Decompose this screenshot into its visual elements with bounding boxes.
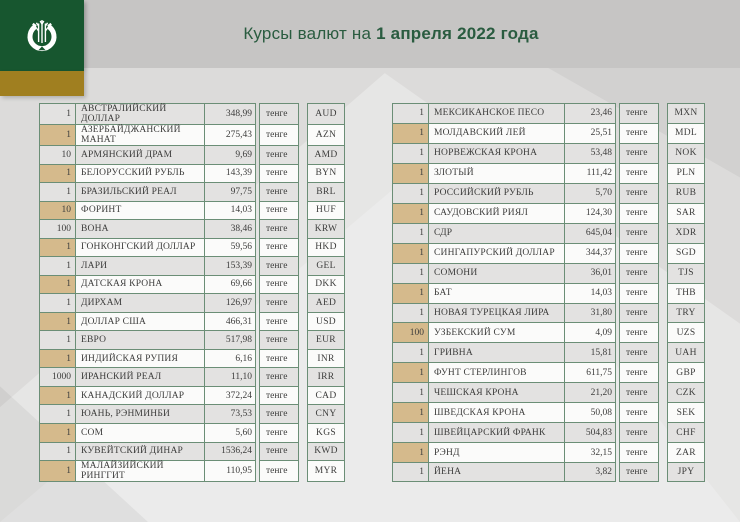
quantity-cell: 1 — [392, 203, 428, 223]
table-row — [392, 163, 705, 183]
column-gap — [299, 201, 307, 220]
rate-value-cell: 348,99 — [204, 103, 256, 124]
column-gap — [299, 145, 307, 164]
currency-name-cell: ГРИВНА — [428, 342, 564, 362]
quantity-cell: 1 — [39, 275, 75, 294]
currency-code-cell: EUR — [307, 330, 345, 349]
quantity-cell: 1 — [39, 404, 75, 423]
currency-code-cell: HUF — [307, 201, 345, 220]
quantity-cell: 1 — [39, 256, 75, 275]
currency-unit-cell: тенге — [619, 422, 659, 442]
currency-unit-cell: тенге — [259, 330, 299, 349]
quantity-cell: 1 — [39, 460, 75, 482]
currency-code-cell: TRY — [667, 303, 705, 323]
rate-value-cell: 36,01 — [564, 263, 616, 283]
column-gap — [299, 404, 307, 423]
currency-name-cell: ЕВРО — [75, 330, 204, 349]
rate-value-cell: 15,81 — [564, 342, 616, 362]
currency-code-cell: UAH — [667, 342, 705, 362]
currency-unit-cell: тенге — [619, 143, 659, 163]
rate-value-cell: 126,97 — [204, 293, 256, 312]
table-row — [39, 238, 345, 257]
quantity-cell: 1 — [392, 103, 428, 123]
quantity-cell: 100 — [392, 322, 428, 342]
table-row — [39, 442, 345, 461]
rate-value-cell: 3,82 — [564, 462, 616, 482]
quantity-cell: 1 — [392, 223, 428, 243]
currency-unit-cell: тенге — [619, 442, 659, 462]
rates-table-left — [39, 103, 345, 482]
currency-name-cell: МОЛДАВСКИЙ ЛЕЙ — [428, 123, 564, 143]
currency-code-cell: SGD — [667, 243, 705, 263]
table-row — [392, 422, 705, 442]
table-row — [39, 275, 345, 294]
bank-emblem-icon — [22, 15, 62, 57]
currency-code-cell: ZAR — [667, 442, 705, 462]
currency-name-cell: ФОРИНТ — [75, 201, 204, 220]
currency-code-cell: KRW — [307, 219, 345, 238]
currency-unit-cell: тенге — [619, 322, 659, 342]
currency-name-cell: ЛАРИ — [75, 256, 204, 275]
currency-name-cell: ДОЛЛАР США — [75, 312, 204, 331]
quantity-cell: 1 — [39, 164, 75, 183]
column-gap — [659, 123, 667, 143]
quantity-cell: 1 — [39, 442, 75, 461]
currency-code-cell: TJS — [667, 263, 705, 283]
rate-value-cell: 110,95 — [204, 460, 256, 482]
rate-value-cell: 466,31 — [204, 312, 256, 331]
table-row — [392, 183, 705, 203]
table-row — [392, 243, 705, 263]
rate-value-cell: 69,66 — [204, 275, 256, 294]
currency-unit-cell: тенге — [259, 275, 299, 294]
rate-value-cell: 59,56 — [204, 238, 256, 257]
quantity-cell: 1 — [39, 103, 75, 124]
currency-code-cell: IRR — [307, 367, 345, 386]
table-row — [39, 386, 345, 405]
column-gap — [299, 423, 307, 442]
quantity-cell: 1 — [392, 442, 428, 462]
currency-code-cell: AUD — [307, 103, 345, 124]
column-gap — [659, 322, 667, 342]
currency-unit-cell: тенге — [259, 386, 299, 405]
currency-unit-cell: тенге — [259, 442, 299, 461]
rate-value-cell: 11,10 — [204, 367, 256, 386]
currency-name-cell: ИРАНСКИЙ РЕАЛ — [75, 367, 204, 386]
currency-name-cell: ФУНТ СТЕРЛИНГОВ — [428, 362, 564, 382]
rate-value-cell: 143,39 — [204, 164, 256, 183]
table-row — [39, 256, 345, 275]
currency-unit-cell: тенге — [619, 123, 659, 143]
currency-code-cell: MDL — [667, 123, 705, 143]
currency-name-cell: АЗЕРБАЙДЖАНСКИЙ МАНАТ — [75, 124, 204, 145]
currency-code-cell: CNY — [307, 404, 345, 423]
table-row — [39, 219, 345, 238]
table-row — [39, 367, 345, 386]
currency-name-cell: СОМ — [75, 423, 204, 442]
column-gap — [299, 330, 307, 349]
currency-name-cell: БАТ — [428, 283, 564, 303]
currency-unit-cell: тенге — [619, 243, 659, 263]
currency-unit-cell: тенге — [619, 283, 659, 303]
currency-name-cell: ДАТСКАЯ КРОНА — [75, 275, 204, 294]
quantity-cell: 1 — [39, 238, 75, 257]
table-row — [39, 404, 345, 423]
currency-code-cell: JPY — [667, 462, 705, 482]
table-row — [39, 201, 345, 220]
table-row — [392, 203, 705, 223]
currency-code-cell: CZK — [667, 382, 705, 402]
column-gap — [299, 293, 307, 312]
rates-table-right — [392, 103, 705, 482]
quantity-cell: 1 — [39, 330, 75, 349]
currency-unit-cell: тенге — [619, 342, 659, 362]
currency-unit-cell: тенге — [619, 362, 659, 382]
currency-name-cell: РЭНД — [428, 442, 564, 462]
table-row — [39, 145, 345, 164]
column-gap — [299, 164, 307, 183]
currency-code-cell: PLN — [667, 163, 705, 183]
column-gap — [299, 238, 307, 257]
quantity-cell: 1 — [392, 362, 428, 382]
currency-name-cell: МАЛАЙЗИЙСКИЙ РИНГГИТ — [75, 460, 204, 482]
currency-unit-cell: тенге — [259, 182, 299, 201]
currency-name-cell: ЗЛОТЫЙ — [428, 163, 564, 183]
currency-unit-cell: тенге — [619, 163, 659, 183]
currency-code-cell: UZS — [667, 322, 705, 342]
column-gap — [659, 303, 667, 323]
currency-code-cell: MXN — [667, 103, 705, 123]
quantity-cell: 1 — [39, 423, 75, 442]
currency-code-cell: INR — [307, 349, 345, 368]
rate-value-cell: 1536,24 — [204, 442, 256, 461]
table-row — [39, 293, 345, 312]
currency-unit-cell: тенге — [619, 223, 659, 243]
quantity-cell: 1 — [39, 349, 75, 368]
currency-code-cell: CAD — [307, 386, 345, 405]
currency-code-cell: AED — [307, 293, 345, 312]
currency-name-cell: ГОНКОНГСКИЙ ДОЛЛАР — [75, 238, 204, 257]
bank-logo — [0, 0, 84, 71]
title-date: 1 апреля 2022 года — [376, 24, 539, 43]
rate-value-cell: 73,53 — [204, 404, 256, 423]
currency-unit-cell: тенге — [619, 203, 659, 223]
currency-code-cell: RUB — [667, 183, 705, 203]
quantity-cell: 1 — [39, 293, 75, 312]
quantity-cell: 1 — [39, 124, 75, 145]
column-gap — [299, 219, 307, 238]
table-row — [39, 124, 345, 145]
rate-value-cell: 6,16 — [204, 349, 256, 368]
column-gap — [299, 103, 307, 124]
table-row — [392, 143, 705, 163]
quantity-cell: 1000 — [39, 367, 75, 386]
column-gap — [659, 442, 667, 462]
rate-value-cell: 38,46 — [204, 219, 256, 238]
currency-name-cell: БЕЛОРУССКИЙ РУБЛЬ — [75, 164, 204, 183]
quantity-cell: 1 — [39, 312, 75, 331]
page-title — [0, 0, 740, 68]
currency-unit-cell: тенге — [619, 402, 659, 422]
currency-name-cell: ШВЕДСКАЯ КРОНА — [428, 402, 564, 422]
gold-accent-bar — [0, 71, 84, 96]
currency-unit-cell: тенге — [259, 164, 299, 183]
currency-unit-cell: тенге — [259, 404, 299, 423]
table-row — [39, 423, 345, 442]
table-row — [39, 349, 345, 368]
column-gap — [299, 124, 307, 145]
currency-unit-cell: тенге — [619, 103, 659, 123]
rate-value-cell: 4,09 — [564, 322, 616, 342]
currency-name-cell: КАНАДСКИЙ ДОЛЛАР — [75, 386, 204, 405]
currency-code-cell: XDR — [667, 223, 705, 243]
rate-value-cell: 111,42 — [564, 163, 616, 183]
quantity-cell: 1 — [392, 183, 428, 203]
currency-name-cell: НОВАЯ ТУРЕЦКАЯ ЛИРА — [428, 303, 564, 323]
column-gap — [299, 349, 307, 368]
currency-name-cell: АРМЯНСКИЙ ДРАМ — [75, 145, 204, 164]
rate-value-cell: 14,03 — [564, 283, 616, 303]
table-row — [392, 462, 705, 482]
currency-name-cell: МЕКСИКАНСКОЕ ПЕСО — [428, 103, 564, 123]
rate-value-cell: 504,83 — [564, 422, 616, 442]
table-row — [392, 223, 705, 243]
rate-value-cell: 611,75 — [564, 362, 616, 382]
quantity-cell: 1 — [392, 342, 428, 362]
currency-code-cell: DKK — [307, 275, 345, 294]
quantity-cell: 1 — [392, 123, 428, 143]
rate-value-cell: 372,24 — [204, 386, 256, 405]
currency-unit-cell: тенге — [619, 263, 659, 283]
column-gap — [299, 442, 307, 461]
currency-code-cell: THB — [667, 283, 705, 303]
currency-unit-cell: тенге — [259, 103, 299, 124]
rate-value-cell: 153,39 — [204, 256, 256, 275]
currency-name-cell: СДР — [428, 223, 564, 243]
quantity-cell: 1 — [392, 462, 428, 482]
column-gap — [659, 163, 667, 183]
currency-code-cell: GBP — [667, 362, 705, 382]
column-gap — [659, 223, 667, 243]
currency-code-cell: SAR — [667, 203, 705, 223]
currency-name-cell: ИНДИЙСКАЯ РУПИЯ — [75, 349, 204, 368]
currency-code-cell: AZN — [307, 124, 345, 145]
column-gap — [659, 183, 667, 203]
rate-value-cell: 21,20 — [564, 382, 616, 402]
table-row — [39, 103, 345, 124]
currency-name-cell: ЙЕНА — [428, 462, 564, 482]
currency-unit-cell: тенге — [259, 460, 299, 482]
title-text: Курсы валют на — [243, 24, 377, 43]
currency-name-cell: ШВЕЙЦАРСКИЙ ФРАНК — [428, 422, 564, 442]
currency-unit-cell: тенге — [259, 238, 299, 257]
quantity-cell: 10 — [39, 145, 75, 164]
column-gap — [659, 402, 667, 422]
column-gap — [659, 263, 667, 283]
currency-name-cell: НОРВЕЖСКАЯ КРОНА — [428, 143, 564, 163]
currency-code-cell: BYN — [307, 164, 345, 183]
table-row — [39, 312, 345, 331]
currency-unit-cell: тенге — [619, 382, 659, 402]
column-gap — [659, 342, 667, 362]
currency-unit-cell: тенге — [619, 462, 659, 482]
table-row — [39, 164, 345, 183]
rate-value-cell: 275,43 — [204, 124, 256, 145]
quantity-cell: 1 — [392, 143, 428, 163]
currency-name-cell: ДИРХАМ — [75, 293, 204, 312]
column-gap — [659, 143, 667, 163]
quantity-cell: 1 — [392, 382, 428, 402]
table-row — [392, 322, 705, 342]
quantity-cell: 10 — [39, 201, 75, 220]
currency-code-cell: HKD — [307, 238, 345, 257]
table-row — [39, 182, 345, 201]
table-row — [392, 342, 705, 362]
quantity-cell: 1 — [392, 283, 428, 303]
column-gap — [299, 312, 307, 331]
quantity-cell: 1 — [392, 163, 428, 183]
quantity-cell: 1 — [392, 243, 428, 263]
column-gap — [659, 422, 667, 442]
quantity-cell: 1 — [392, 263, 428, 283]
currency-code-cell: USD — [307, 312, 345, 331]
currency-code-cell: GEL — [307, 256, 345, 275]
currency-name-cell: БРАЗИЛЬСКИЙ РЕАЛ — [75, 182, 204, 201]
table-row — [392, 382, 705, 402]
quantity-cell: 100 — [39, 219, 75, 238]
table-row — [392, 123, 705, 143]
rate-value-cell: 97,75 — [204, 182, 256, 201]
table-row — [39, 460, 345, 482]
column-gap — [299, 256, 307, 275]
currency-code-cell: SEK — [667, 402, 705, 422]
quantity-cell: 1 — [39, 386, 75, 405]
table-row — [392, 362, 705, 382]
column-gap — [299, 182, 307, 201]
currency-name-cell: КУВЕЙТСКИЙ ДИНАР — [75, 442, 204, 461]
column-gap — [659, 382, 667, 402]
table-row — [392, 442, 705, 462]
currency-name-cell: ВОНА — [75, 219, 204, 238]
rate-value-cell: 645,04 — [564, 223, 616, 243]
table-row — [392, 283, 705, 303]
currency-unit-cell: тенге — [619, 303, 659, 323]
rate-value-cell: 53,48 — [564, 143, 616, 163]
currency-name-cell: АВСТРАЛИЙСКИЙ ДОЛЛАР — [75, 103, 204, 124]
currency-name-cell: ЮАНЬ, РЭНМИНБИ — [75, 404, 204, 423]
currency-unit-cell: тенге — [259, 312, 299, 331]
currency-unit-cell: тенге — [619, 183, 659, 203]
currency-name-cell: СИНГАПУРСКИЙ ДОЛЛАР — [428, 243, 564, 263]
column-gap — [659, 203, 667, 223]
currency-unit-cell: тенге — [259, 201, 299, 220]
currency-code-cell: MYR — [307, 460, 345, 482]
currency-unit-cell: тенге — [259, 349, 299, 368]
column-gap — [299, 460, 307, 482]
currency-name-cell: ЧЕШСКАЯ КРОНА — [428, 382, 564, 402]
table-row — [39, 330, 345, 349]
column-gap — [659, 243, 667, 263]
rate-value-cell: 50,08 — [564, 402, 616, 422]
currency-unit-cell: тенге — [259, 256, 299, 275]
currency-name-cell: СОМОНИ — [428, 263, 564, 283]
quantity-cell: 1 — [392, 303, 428, 323]
column-gap — [659, 283, 667, 303]
currency-name-cell: РОССИЙСКИЙ РУБЛЬ — [428, 183, 564, 203]
rate-value-cell: 14,03 — [204, 201, 256, 220]
column-gap — [659, 362, 667, 382]
column-gap — [659, 103, 667, 123]
currency-code-cell: NOK — [667, 143, 705, 163]
quantity-cell: 1 — [39, 182, 75, 201]
currency-code-cell: KWD — [307, 442, 345, 461]
currency-unit-cell: тенге — [259, 423, 299, 442]
currency-code-cell: CHF — [667, 422, 705, 442]
rate-value-cell: 31,80 — [564, 303, 616, 323]
currency-unit-cell: тенге — [259, 145, 299, 164]
quantity-cell: 1 — [392, 402, 428, 422]
rate-value-cell: 124,30 — [564, 203, 616, 223]
currency-unit-cell: тенге — [259, 367, 299, 386]
column-gap — [299, 386, 307, 405]
currency-code-cell: AMD — [307, 145, 345, 164]
currency-unit-cell: тенге — [259, 219, 299, 238]
rate-value-cell: 25,51 — [564, 123, 616, 143]
currency-unit-cell: тенге — [259, 124, 299, 145]
column-gap — [299, 367, 307, 386]
currency-code-cell: KGS — [307, 423, 345, 442]
rate-value-cell: 5,60 — [204, 423, 256, 442]
currency-unit-cell: тенге — [259, 293, 299, 312]
rate-value-cell: 9,69 — [204, 145, 256, 164]
rate-value-cell: 5,70 — [564, 183, 616, 203]
rate-value-cell: 517,98 — [204, 330, 256, 349]
table-row — [392, 303, 705, 323]
rate-value-cell: 32,15 — [564, 442, 616, 462]
table-row — [392, 263, 705, 283]
currency-name-cell: УЗБЕКСКИЙ СУМ — [428, 322, 564, 342]
table-row — [392, 402, 705, 422]
column-gap — [659, 462, 667, 482]
currency-code-cell: BRL — [307, 182, 345, 201]
table-row — [392, 103, 705, 123]
rate-value-cell: 23,46 — [564, 103, 616, 123]
currency-name-cell: САУДОВСКИЙ РИЯЛ — [428, 203, 564, 223]
column-gap — [299, 275, 307, 294]
quantity-cell: 1 — [392, 422, 428, 442]
rate-value-cell: 344,37 — [564, 243, 616, 263]
